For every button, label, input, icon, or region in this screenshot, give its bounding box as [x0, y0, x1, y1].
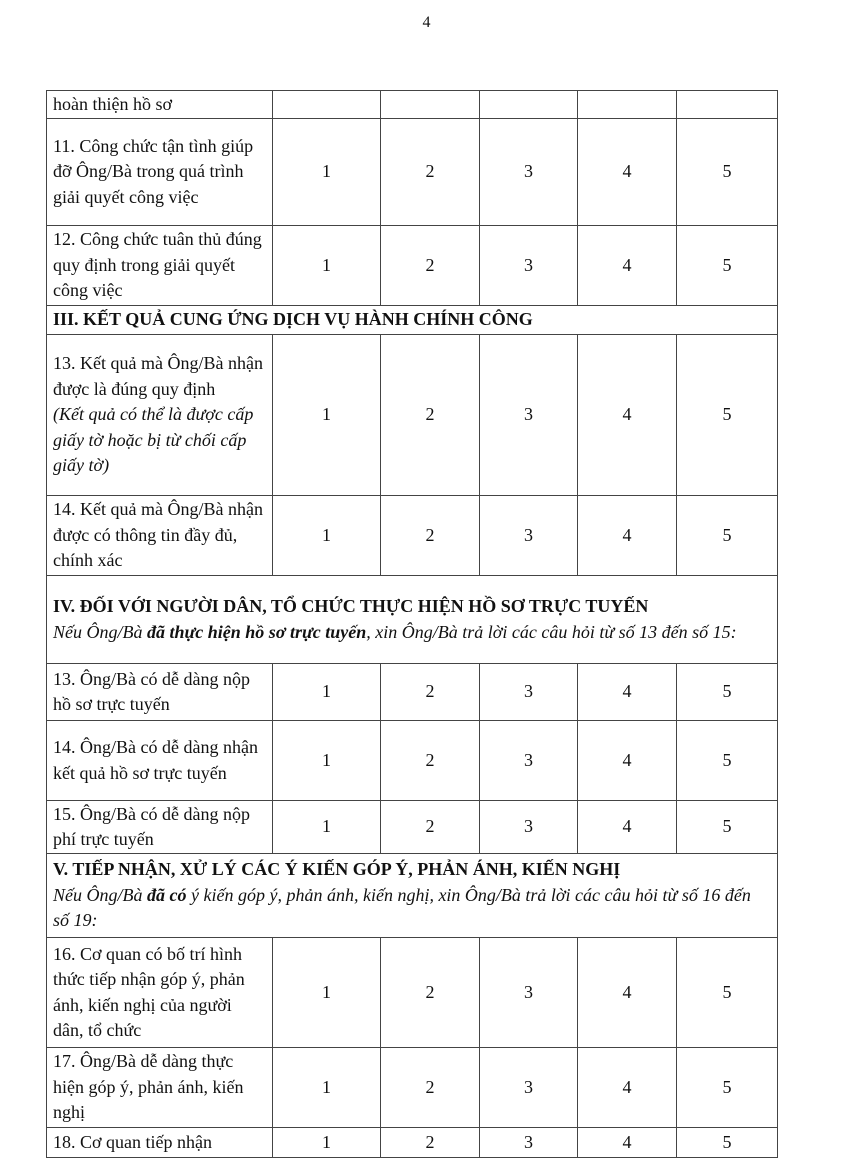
question-cell — [47, 1048, 273, 1128]
question-cell — [47, 226, 273, 306]
rating-cell-2[interactable]: 2 — [381, 335, 480, 496]
rating-cell-1[interactable]: 1 — [273, 801, 381, 854]
section-title: III. KẾT QUẢ CUNG ỨNG DỊCH VỤ HÀNH CHÍNH CÔNG — [53, 309, 533, 330]
rating-cell-4[interactable]: 4 — [578, 1128, 677, 1158]
instruction-text: , xin Ông/Bà trả lời các câu hỏi từ số 13 đến số 15: — [366, 621, 737, 642]
rating-cell-4[interactable]: 4 — [578, 801, 677, 854]
question-row — [47, 664, 778, 721]
rating-cell-1[interactable]: 1 — [273, 1048, 381, 1128]
instruction-emphasis: đã thực hiện hồ sơ trực tuyến — [147, 621, 367, 642]
question-text: 11. Công chức tận tình giúp đỡ Ông/Bà trong quá trình giải quyết công việc — [53, 135, 254, 207]
rating-cell-5[interactable]: 5 — [677, 335, 778, 496]
question-row — [47, 1128, 778, 1158]
rating-cell-4[interactable]: 4 — [578, 226, 677, 306]
rating-cell-2[interactable]: 2 — [381, 1048, 480, 1128]
rating-cell-2[interactable]: 2 — [381, 226, 480, 306]
question-text: 15. Ông/Bà có dễ dàng nộp phí trực tuyến — [53, 803, 250, 849]
section-instruction — [53, 620, 771, 646]
rating-cell-3[interactable]: 3 — [480, 119, 578, 226]
question-row — [47, 91, 778, 119]
rating-cell-4[interactable]: 4 — [578, 335, 677, 496]
rating-cell-4[interactable]: 4 — [578, 721, 677, 801]
question-text: hoàn thiện hồ sơ — [53, 93, 173, 114]
question-text: 16. Cơ quan có bố trí hình thức tiếp nhận góp ý, phản ánh, kiến nghị của người dân, tổ chức — [53, 943, 245, 1040]
rating-cell-2[interactable]: 2 — [381, 496, 480, 576]
question-row — [47, 721, 778, 801]
rating-cell-5[interactable]: 5 — [677, 664, 778, 721]
section-cell — [47, 306, 778, 335]
section-title: V. TIẾP NHẬN, XỬ LÝ CÁC Ý KIẾN GÓP Ý, PHẢN ÁNH, KIẾN NGHỊ — [53, 859, 621, 880]
rating-cell-2[interactable]: 2 — [381, 721, 480, 801]
rating-cell-1[interactable]: 1 — [273, 119, 381, 226]
instruction-text: Nếu Ông/Bà — [53, 884, 147, 905]
question-cell — [47, 335, 273, 496]
rating-cell-5[interactable]: 5 — [677, 1048, 778, 1128]
rating-cell-4[interactable]: 4 — [578, 1048, 677, 1128]
instruction-text: Nếu Ông/Bà — [53, 621, 147, 642]
rating-cell-5[interactable]: 5 — [677, 938, 778, 1048]
section-header-row — [47, 576, 778, 664]
rating-cell-4[interactable]: 4 — [578, 664, 677, 721]
question-cell — [47, 721, 273, 801]
rating-cell-2[interactable]: 2 — [381, 119, 480, 226]
rating-cell-3[interactable]: 3 — [480, 938, 578, 1048]
rating-cell-2[interactable]: 2 — [381, 801, 480, 854]
question-cell — [47, 801, 273, 854]
question-cell — [47, 938, 273, 1048]
rating-cell-1[interactable]: 1 — [273, 335, 381, 496]
rating-cell-1[interactable]: 1 — [273, 1128, 381, 1158]
rating-cell-4[interactable]: 4 — [578, 496, 677, 576]
question-row — [47, 119, 778, 226]
question-cell — [47, 1128, 273, 1158]
rating-cell-5[interactable]: 5 — [677, 496, 778, 576]
instruction-text: ý kiến góp ý, phản ánh, kiến nghị, xin Ông/Bà trả lời các câu hỏi từ số 16 đến số 19: — [53, 884, 751, 931]
section-title: IV. ĐỐI VỚI NGƯỜI DÂN, TỔ CHỨC THỰC HIỆN HỒ SƠ TRỰC TUYẾN — [53, 596, 649, 616]
section-cell — [47, 576, 778, 664]
rating-cell-5[interactable]: 5 — [677, 226, 778, 306]
rating-cell-2[interactable]: 2 — [381, 938, 480, 1048]
rating-cell-1[interactable]: 1 — [273, 226, 381, 306]
rating-cell-1[interactable]: 1 — [273, 496, 381, 576]
section-header-row — [47, 854, 778, 938]
section-instruction — [53, 883, 771, 934]
rating-cell-3[interactable]: 3 — [480, 721, 578, 801]
rating-cell-1[interactable]: 1 — [273, 664, 381, 721]
section-cell — [47, 854, 778, 938]
question-text: 14. Ông/Bà có dễ dàng nhận kết quả hồ sơ trực tuyến — [53, 737, 258, 783]
question-text: 13. Kết quả mà Ông/Bà nhận được là đúng quy định — [53, 353, 263, 399]
rating-cell-2[interactable]: 2 — [381, 664, 480, 721]
rating-cell-3[interactable]: 3 — [480, 335, 578, 496]
section-header-row — [47, 306, 778, 335]
question-text: 18. Cơ quan tiếp nhận — [53, 1131, 212, 1152]
rating-cell-3[interactable]: 3 — [480, 801, 578, 854]
rating-cell-5[interactable]: 5 — [677, 721, 778, 801]
question-cell — [47, 664, 273, 721]
rating-cell-2[interactable] — [381, 91, 480, 119]
question-text: 13. Ông/Bà có dễ dàng nộp hồ sơ trực tuyến — [53, 668, 250, 714]
question-row — [47, 496, 778, 576]
rating-cell-4[interactable] — [578, 91, 677, 119]
question-text: 17. Ông/Bà dễ dàng thực hiện góp ý, phản ánh, kiến nghị — [53, 1051, 244, 1123]
question-cell — [47, 496, 273, 576]
page-number: 4 — [422, 14, 431, 31]
rating-cell-3[interactable]: 3 — [480, 1128, 578, 1158]
rating-cell-4[interactable]: 4 — [578, 938, 677, 1048]
question-row — [47, 335, 778, 496]
question-cell — [47, 91, 273, 119]
question-row — [47, 1048, 778, 1128]
instruction-emphasis: đã có — [147, 884, 187, 905]
question-row — [47, 938, 778, 1048]
question-text: 14. Kết quả mà Ông/Bà nhận được có thông tin đầy đủ, chính xác — [53, 499, 263, 571]
question-text: 12. Công chức tuân thủ đúng quy định trong giải quyết công việc — [53, 229, 262, 301]
rating-cell-5[interactable]: 5 — [677, 119, 778, 226]
rating-cell-1[interactable]: 1 — [273, 938, 381, 1048]
question-note: (Kết quả có thể là được cấp giấy tờ hoặc bị từ chối cấp giấy tờ) — [53, 404, 254, 476]
rating-cell-3[interactable]: 3 — [480, 1048, 578, 1128]
question-row — [47, 801, 778, 854]
rating-cell-3[interactable]: 3 — [480, 226, 578, 306]
rating-cell-4[interactable]: 4 — [578, 119, 677, 226]
rating-cell-3[interactable]: 3 — [480, 664, 578, 721]
rating-cell-2[interactable]: 2 — [381, 1128, 480, 1158]
rating-cell-1[interactable] — [273, 91, 381, 119]
rating-cell-5[interactable] — [677, 91, 778, 119]
rating-cell-5[interactable]: 5 — [677, 801, 778, 854]
rating-cell-1[interactable]: 1 — [273, 721, 381, 801]
question-row — [47, 226, 778, 306]
question-cell — [47, 119, 273, 226]
rating-cell-3[interactable] — [480, 91, 578, 119]
rating-cell-5[interactable]: 5 — [677, 1128, 778, 1158]
rating-cell-3[interactable]: 3 — [480, 496, 578, 576]
survey-table — [46, 90, 778, 1158]
